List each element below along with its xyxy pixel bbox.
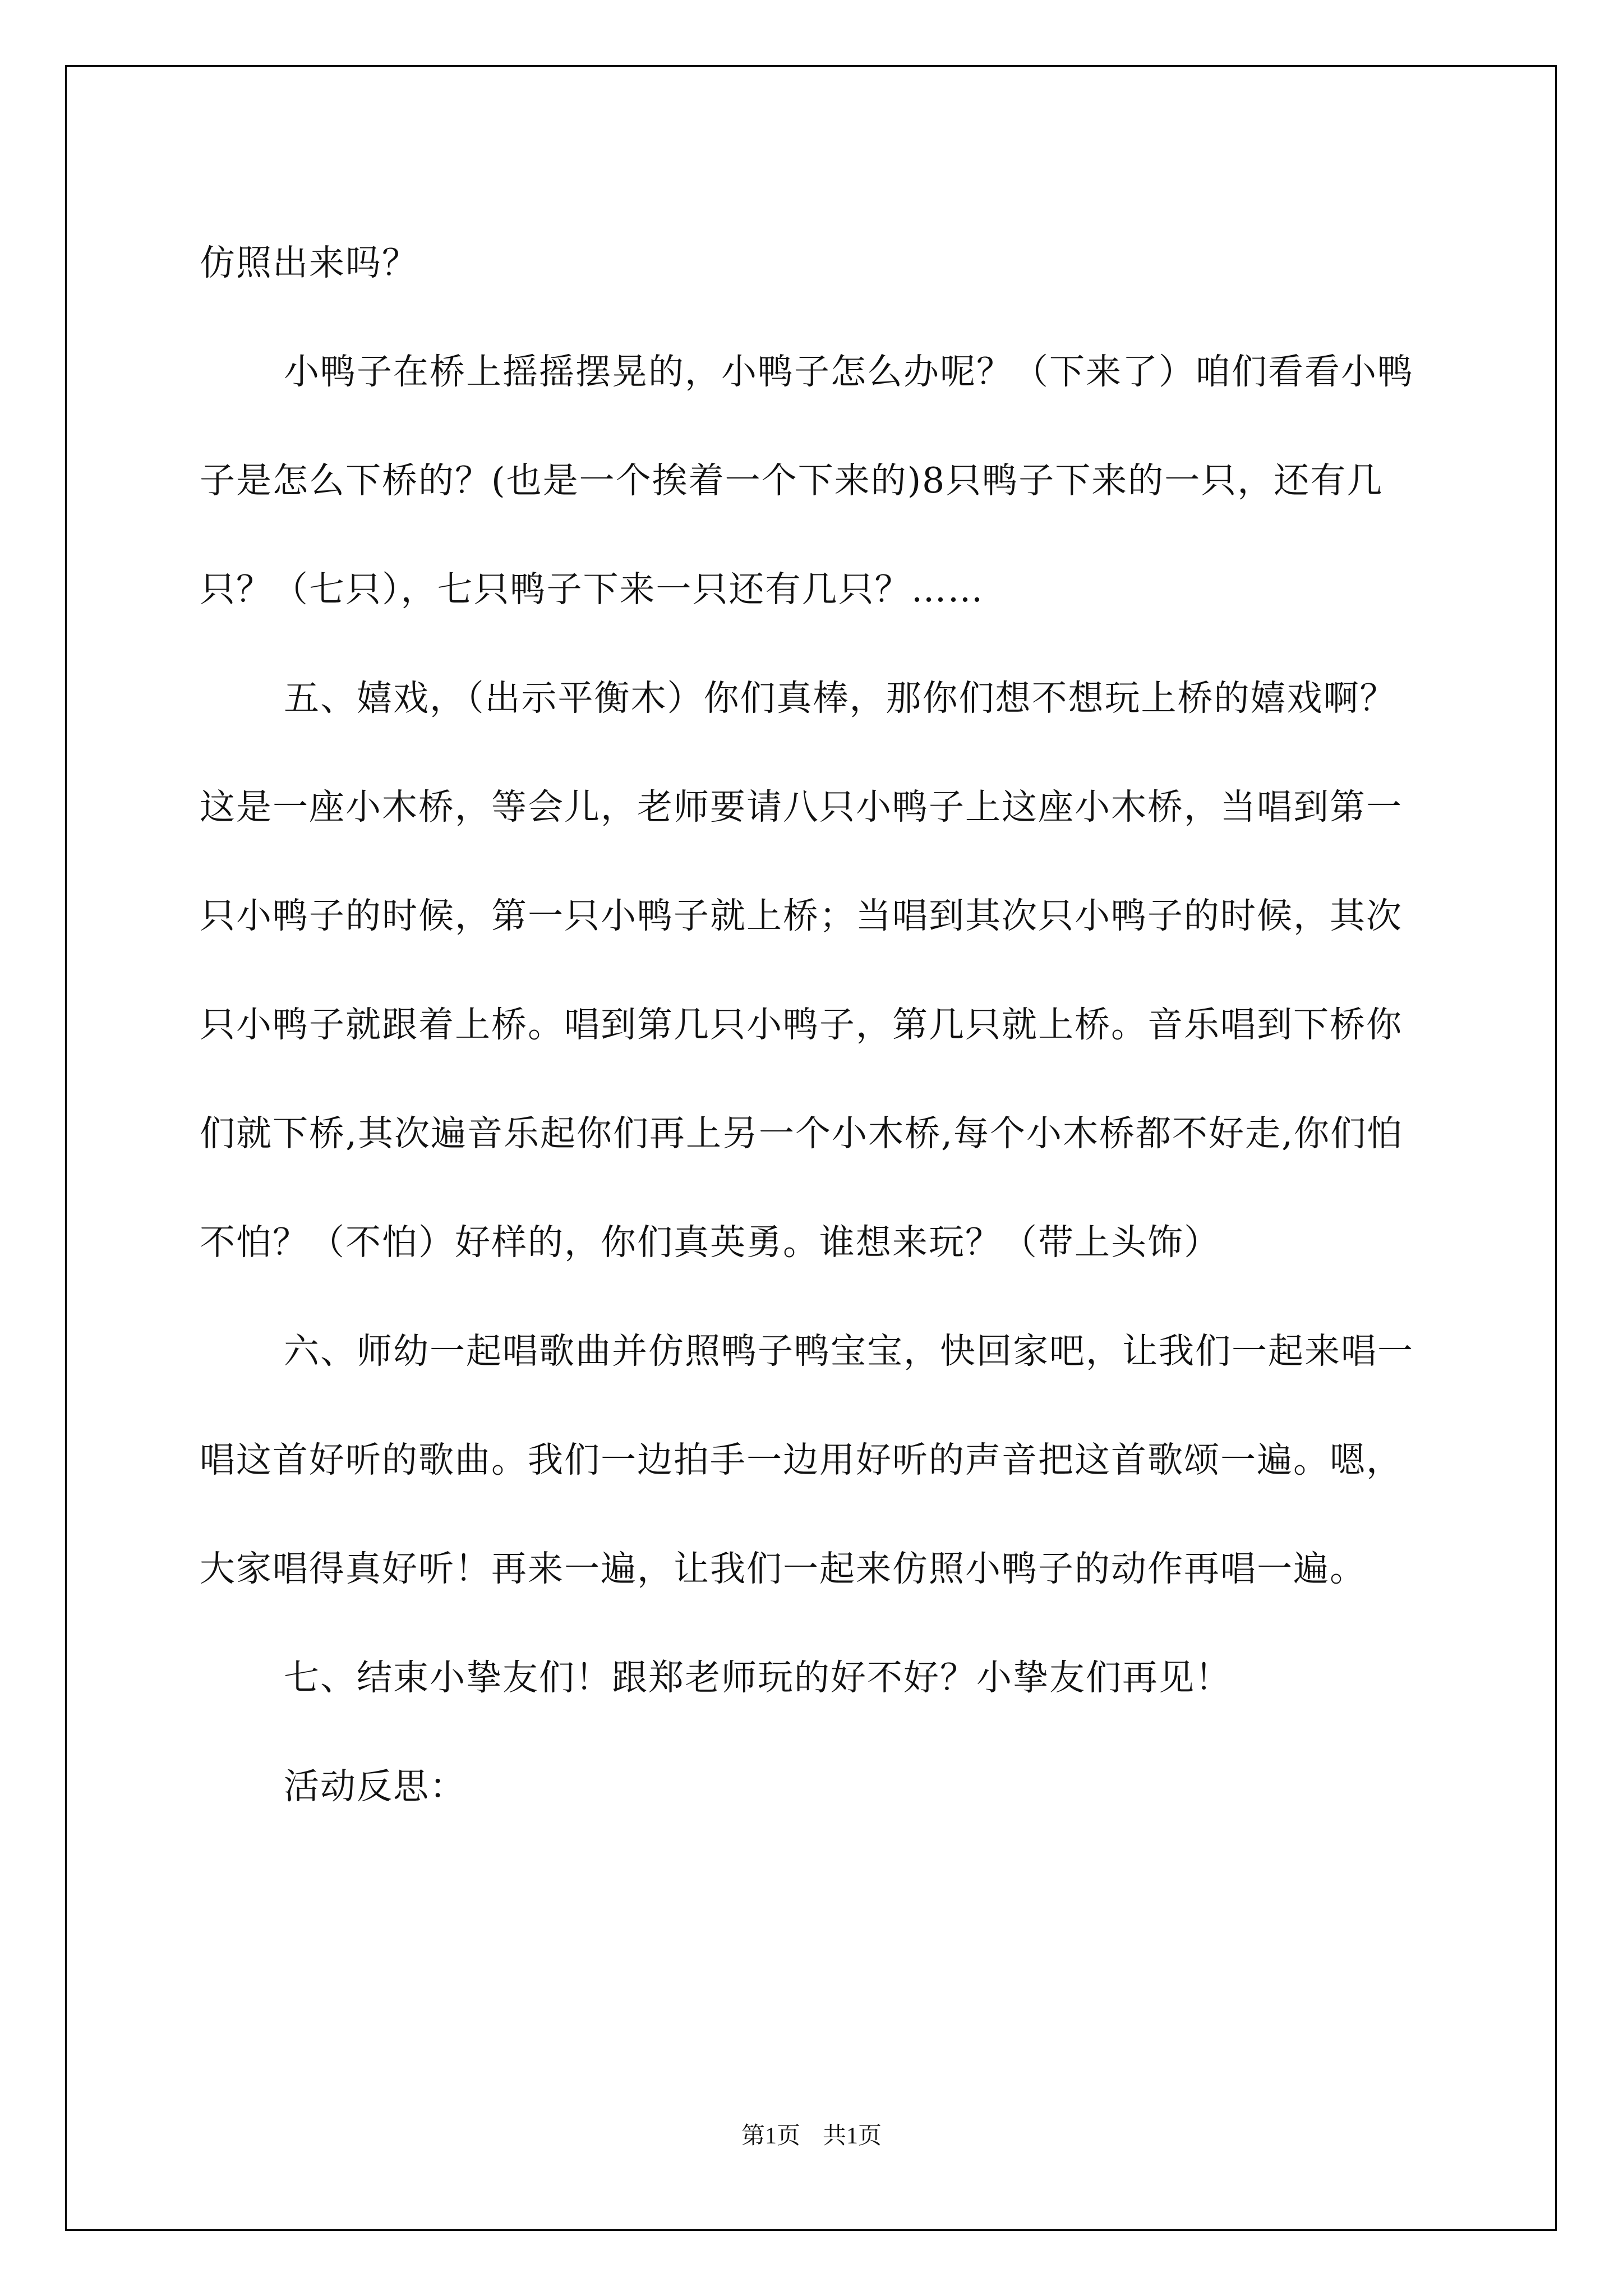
paragraph-activity-reflection: 活动反思：: [284, 1766, 466, 1807]
paragraph-section-seven-ending: 七、结束小挚友们！跟郑老师玩的好不好？小挚友们再见！: [284, 1657, 1232, 1698]
page-footer: [0, 2119, 1623, 2153]
paragraph-section-six-song: 六、师幼一起唱歌曲并仿照鸭子鸭宝宝，快回家吧，让我们一起来唱一唱这首好听的歌曲。我们一边拍手一边用好听的声音把这首歌颂一遍。嗯，大家唱得真好听！再来一遍，让我们一起来仿照小鸭子的动作再唱一遍。: [200, 1331, 1414, 1589]
paragraph-continuation: 仿照出来吗？: [200, 242, 418, 283]
document-body: [200, 209, 1428, 1841]
paragraph-ducklings-bridge: 小鸭子在桥上摇摇摆晃的，小鸭子怎么办呢？（下来了）咱们看看小鸭子是怎么下桥的？(也是一个挨着一个下来的)8只鸭子下来的一只，还有几只？（七只），七只鸭子下来一只还有几只？……: [200, 351, 1414, 610]
paragraph-section-five-game: 五、嬉戏，（出示平衡木）你们真棒，那你们想不想玩上桥的嬉戏啊？这是一座小木桥，等会儿，老师要请八只小鸭子上这座小木桥，当唱到第一只小鸭子的时候，第一只小鸭子就上桥；当唱到其次只小鸭子的时候，其次只小鸭子就跟着上桥。唱到第几只小鸭子，第几只就上桥。音乐唱到下桥你们就下桥,其次遍音乐起你们再上另一个小木桥,每个小木桥都不好走,你们怕不怕？（不怕）好样的，你们真英勇。谁想来玩？（带上头饰）: [200, 678, 1404, 1263]
page-number: 第1页: [741, 2123, 800, 2149]
page-total: 共1页: [823, 2123, 882, 2149]
